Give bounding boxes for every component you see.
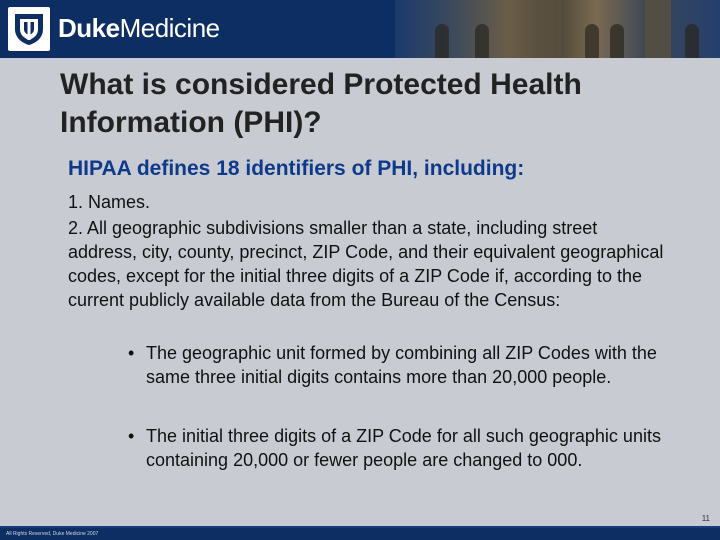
copyright-text: All Rights Reserved, Duke Medicine 2007 — [6, 531, 99, 537]
slide-subhead: HIPAA defines 18 identifiers of PHI, including: — [68, 157, 525, 180]
bullet-text: The geographic unit formed by combining all ZIP Codes with the same three initial digits contains more than 20,000 people. — [146, 343, 657, 387]
bullet-item — [128, 424, 668, 472]
brand-rest: Medicine — [119, 13, 220, 43]
bullet-item — [128, 341, 668, 389]
footer-bar — [0, 528, 720, 540]
header-bar — [0, 0, 720, 58]
page-number: 11 — [701, 514, 710, 523]
duke-shield-icon — [8, 7, 50, 51]
bullet-icon: • — [128, 343, 135, 363]
bullet-text: The initial three digits of a ZIP Code for all such geographic units containing 20,000 or fewer people are changed to 000. — [146, 426, 661, 470]
list-item: 1. Names. — [68, 192, 151, 212]
duke-chapel-photo — [395, 0, 720, 58]
bullet-icon: • — [128, 426, 135, 446]
list-item: 2. All geographic subdivisions smaller than a state, including street address, city, county, precinct, ZIP Code, and their equivalent geographical codes, except for the initial three digits of a ZIP Code if, according to the current publicly available data from the Bureau of the Census: — [68, 218, 664, 310]
brand-bold: Duke — [58, 13, 120, 43]
brand-wordmark — [58, 13, 220, 43]
slide-title: What is considered Protected Health Information (PHI)? — [60, 68, 582, 139]
